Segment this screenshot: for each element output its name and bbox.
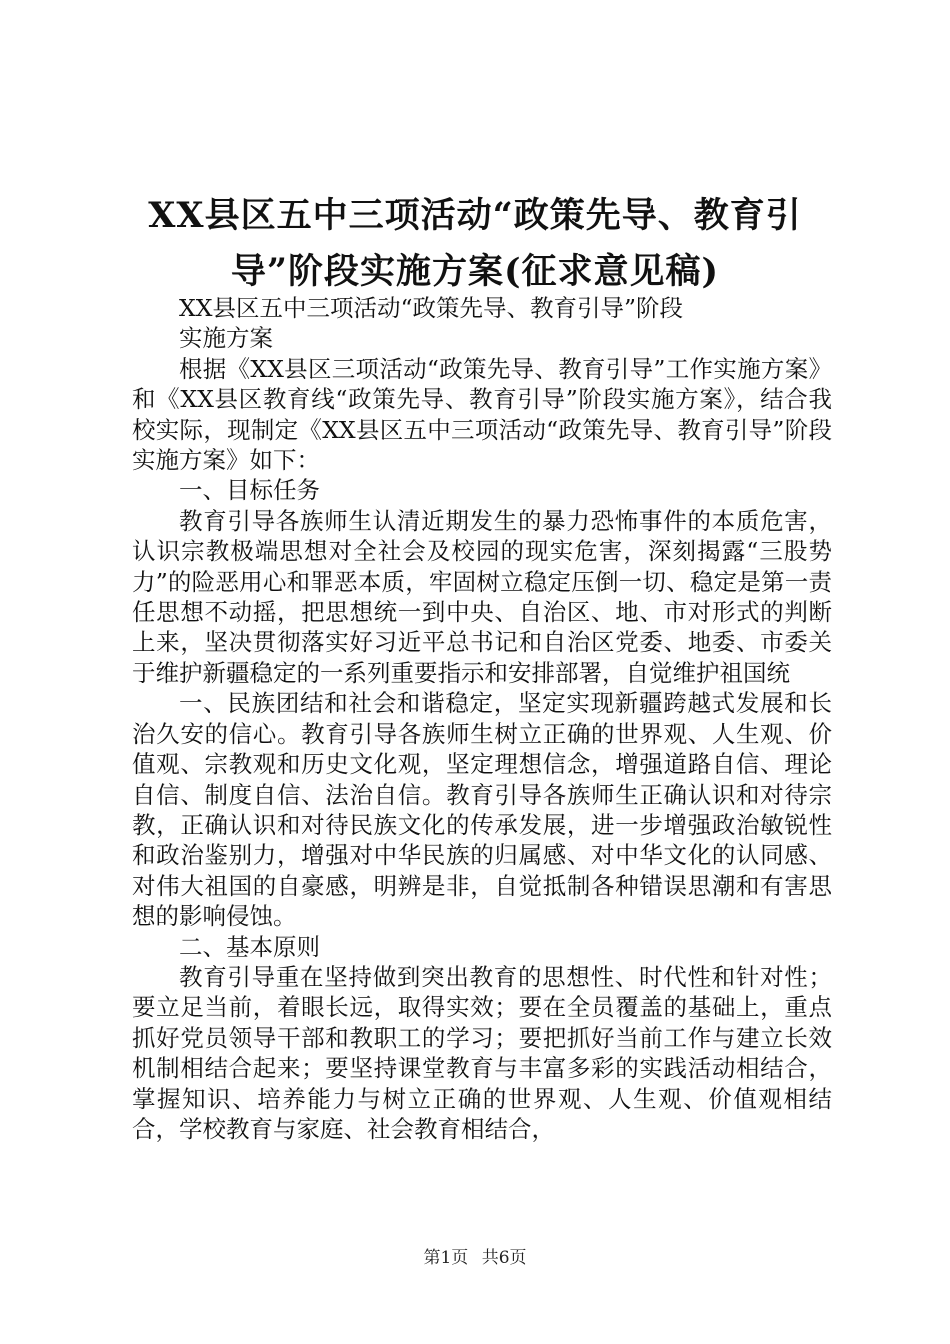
section-heading-goals: 一、目标任务: [179, 476, 320, 505]
page-total: 共6页: [481, 1248, 527, 1268]
document-title: [80, 188, 870, 300]
section-heading-principles: 二、基本原则: [179, 932, 320, 961]
document-body: [132, 293, 832, 1144]
page-footer: [0, 1243, 950, 1268]
title-line-1: XX县区五中三项活动“政策先导、教育引: [148, 195, 802, 237]
intro-paragraph: 根据《XX县区三项活动“政策先导、教育引导”工作实施方案》和《XX县区教育线“政策先导、教育引导”阶段实施方案》，结合我校实际，现制定《XX县区五中三项活动“政策先导、教育引导”阶段实施方案》如下：: [132, 354, 832, 475]
title-line-2: 导”阶段实施方案(征求意见稿): [230, 251, 720, 293]
subtitle-line-1: XX县区五中三项活动“政策先导、教育引导”阶段: [179, 294, 683, 322]
goals-paragraph: 教育引导各族师生认清近期发生的暴力恐怖事件的本质危害，认识宗教极端思想对全社会及校园的现实危害，深刻揭露“三股势力”的险恶用心和罪恶本质，牢固树立稳定压倒一切、稳定是第一责任思想不动摇，把思想统一到中央、自治区、地、市对形式的判断上来，坚决贯彻落实好习近平总书记和自治区党委、地委、市委关于维护新疆稳定的一系列重要指示和安排部署，自觉维护祖国统: [132, 506, 832, 687]
page-number: 第1页: [423, 1248, 469, 1268]
subtitle-line-2: 实施方案: [179, 324, 273, 353]
unity-paragraph: 一、民族团结和社会和谐稳定，坚定实现新疆跨越式发展和长治久安的信心。教育引导各族师生树立正确的世界观、人生观、价值观、宗教观和历史文化观，坚定理想信念，增强道路自信、理论自信、制度自信、法治自信。教育引导各族师生正确认识和对待宗教，正确认识和对待民族文化的传承发展，进一步增强政治敏锐性和政治鉴别力，增强对中华民族的归属感、对中华文化的认同感、对伟大祖国的自豪感，明辨是非，自觉抵制各种错误思潮和有害思想的影响侵蚀。: [132, 689, 832, 931]
principles-paragraph: 教育引导重在坚持做到突出教育的思想性、时代性和针对性；要立足当前，着眼长远，取得实效；要在全员覆盖的基础上，重点抓好党员领导干部和教职工的学习；要把抓好当前工作与建立长效机制相结合起来；要坚持课堂教育与丰富多彩的实践活动相结合，掌握知识、培养能力与树立正确的世界观、人生观、价值观相结合，学校教育与家庭、社会教育相结合，: [132, 962, 832, 1143]
